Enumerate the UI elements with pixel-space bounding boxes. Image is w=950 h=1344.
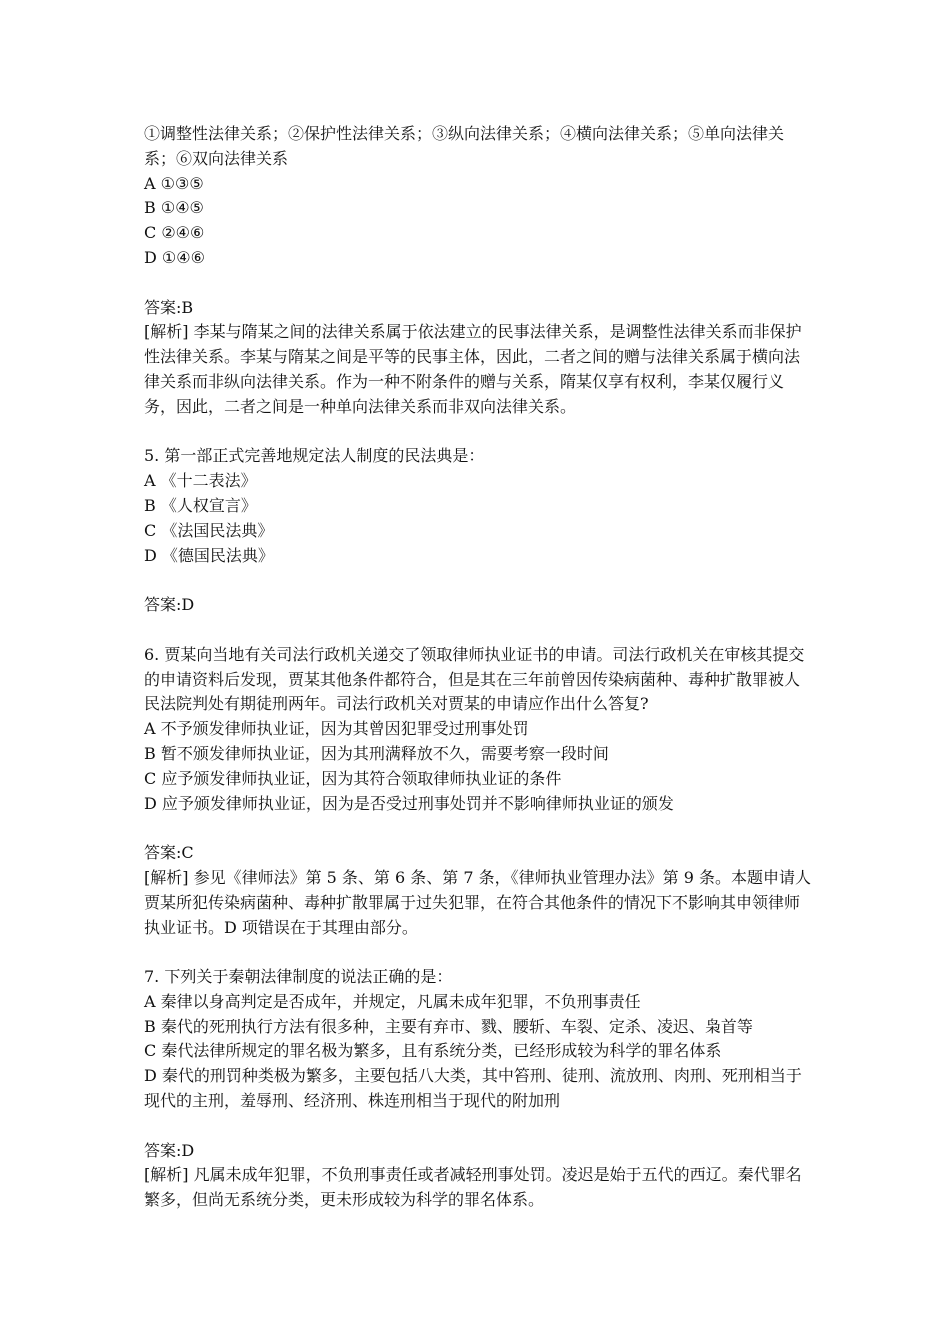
q5-option-b: B 《人权宣言》 <box>144 495 257 515</box>
spacer <box>144 271 812 296</box>
q4-stem: ①调整性法律关系；②保护性法律关系；③纵向法律关系；④横向法律关系；⑤单向法律关系；⑥双向法律关系 <box>144 124 785 168</box>
q7-option-c: C 秦代法律所规定的罪名极为繁多，且有系统分类，已经形成较为科学的罪名体系 <box>144 1041 722 1061</box>
document-body <box>144 122 812 1213</box>
spacer <box>144 1114 812 1139</box>
spacer <box>144 940 812 965</box>
q5-option-a: A 《十二表法》 <box>144 471 257 491</box>
q4-analysis: [解析] 李某与隋某之间的法律关系属于依法建立的民事法律关系，是调整性法律关系而非保护性法律关系。李某与隋某之间是平等的民事主体，因此，二者之间的赠与法律关系属于横向法律关系而非纵向法律关系。作为一种不附条件的赠与关系，隋某仅享有权利，李某仅履行义务，因此，二者之间是一种单向法律关系而非双向法律关系。 <box>144 322 802 416</box>
q6-answer: 答案:C <box>144 843 194 863</box>
q4-option-d: D ①④⑥ <box>144 247 205 267</box>
spacer <box>144 568 812 593</box>
q6-option-d: D 应予颁发律师执业证，因为是否受过刑事处罚并不影响律师执业证的颁发 <box>144 793 674 813</box>
q6-analysis: [解析] 参见《律师法》第 5 条、第 6 条、第 7 条，《律师执业管理办法》第 9 条。本题申请人贾某所犯传染病菌种、毒种扩散罪属于过失犯罪，在符合其他条件的情况下不影响其申领律师执业证书。D 项错误在于其理由部分。 <box>144 867 811 937</box>
q5-answer: 答案:D <box>144 595 195 615</box>
q7-option-b: B 秦代的死刑执行方法有很多种，主要有弃市、戮、腰斩、车裂、定杀、凌迟、枭首等 <box>144 1016 753 1036</box>
q6-option-b: B 暂不颁发律师执业证，因为其刑满释放不久，需要考察一段时间 <box>144 743 609 763</box>
spacer <box>144 618 812 643</box>
q4-option-c: C ②④⑥ <box>144 223 205 243</box>
q7-answer: 答案:D <box>144 1140 195 1160</box>
q5-option-c: C 《法国民法典》 <box>144 520 274 540</box>
q7-stem: 7. 下列关于秦朝法律制度的说法正确的是： <box>144 967 453 987</box>
q4-option-a: A ①③⑤ <box>144 173 204 193</box>
spacer <box>144 816 812 841</box>
q5-option-d: D 《德国民法典》 <box>144 545 274 565</box>
q6-option-a: A 不予颁发律师执业证，因为其曾因犯罪受过刑事处罚 <box>144 719 529 739</box>
q7-option-d: D 秦代的刑罚种类极为繁多，主要包括八大类，其中笞刑、徒刑、流放刑、肉刑、死刑相当于现代的主刑，羞辱刑、经济刑、株连刑相当于现代的附加刑 <box>144 1066 802 1111</box>
q6-option-c: C 应予颁发律师执业证，因为其符合领取律师执业证的条件 <box>144 768 562 788</box>
q4-answer: 答案:B <box>144 297 194 317</box>
spacer <box>144 420 812 445</box>
q7-option-a: A 秦律以身高判定是否成年，并规定，凡属未成年犯罪，不负刑事责任 <box>144 991 641 1011</box>
q7-analysis: [解析] 凡属未成年犯罪，不负刑事责任或者减轻刑事处罚。凌迟是始于五代的西辽。秦代罪名繁多，但尚无系统分类，更未形成较为科学的罪名体系。 <box>144 1165 802 1210</box>
q4-option-b: B ①④⑤ <box>144 198 204 218</box>
q5-stem: 5. 第一部正式完善地规定法人制度的民法典是： <box>144 446 485 466</box>
q6-stem: 6. 贾某向当地有关司法行政机关递交了领取律师执业证书的申请。司法行政机关在审核其提交的申请资料后发现，贾某其他条件都符合，但是其在三年前曾因传染病菌种、毒种扩散罪被人民法院判处有期徒刑两年。司法行政机关对贾某的申请应作出什么答复? <box>144 644 805 714</box>
